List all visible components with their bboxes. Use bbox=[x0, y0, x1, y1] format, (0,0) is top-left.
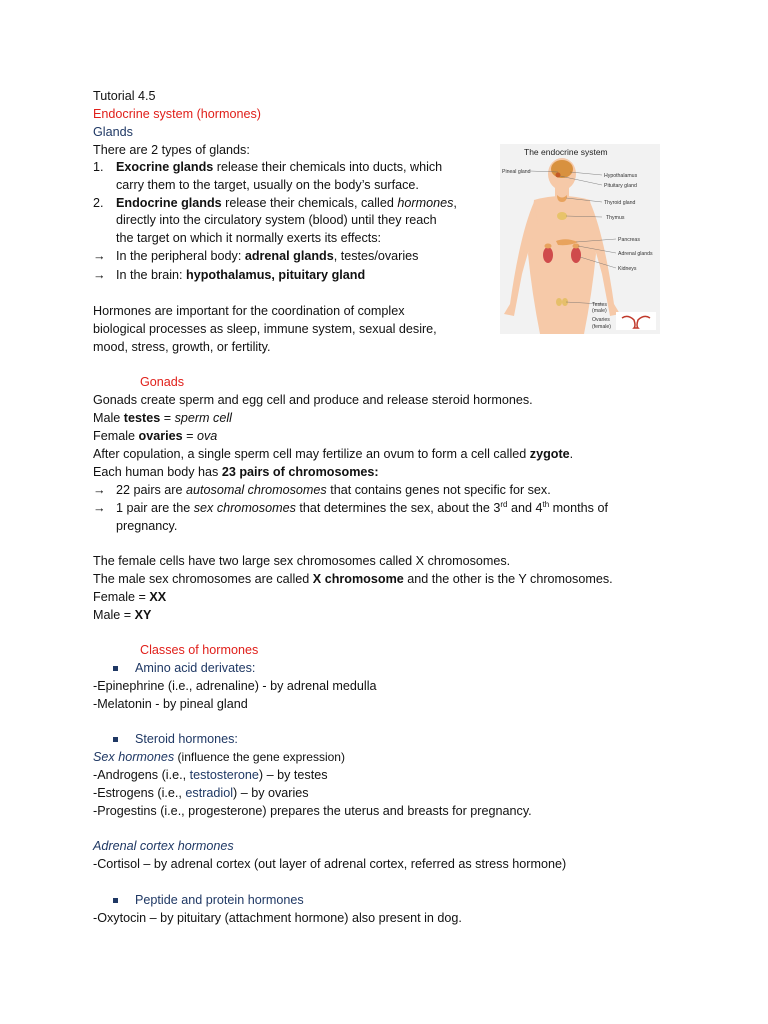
paragraph-line: Gonads create sperm and egg cell and produce and release steroid hormones. bbox=[93, 393, 533, 407]
text-span: Male bbox=[93, 411, 124, 425]
italic-term: sperm cell bbox=[174, 411, 232, 425]
thymus-shape bbox=[557, 212, 567, 220]
label-pancreas: Pancreas bbox=[618, 237, 640, 243]
kidney-left bbox=[543, 247, 553, 263]
italic-term: Sex hormones bbox=[93, 750, 175, 764]
bold-term: XY bbox=[134, 608, 152, 622]
pituitary-dot bbox=[556, 173, 561, 178]
adrenal-cortex-heading: Adrenal cortex hormones bbox=[93, 839, 234, 853]
label-pituitary: Pituitary gland bbox=[604, 183, 637, 189]
glands-intro: There are 2 types of glands: bbox=[93, 143, 250, 157]
label-testes: Testes bbox=[592, 302, 607, 308]
label-hypothalamus: Hypothalamus bbox=[604, 173, 638, 179]
text-span: Male = bbox=[93, 608, 135, 622]
square-bullet-icon bbox=[113, 737, 118, 742]
bold-term: testes bbox=[123, 411, 161, 425]
topic-heading: Endocrine system (hormones) bbox=[93, 107, 261, 121]
adrenal-left bbox=[545, 244, 552, 249]
zygote-line bbox=[93, 446, 573, 462]
paragraph-line: Hormones are important for the coordination of complex bbox=[93, 304, 405, 318]
x-chromosome-line bbox=[93, 571, 613, 587]
list-item-continuation: directly into the circulatory system (blood) until they reach bbox=[116, 213, 437, 227]
list-line: -Melatonin - by pineal gland bbox=[93, 697, 248, 711]
list-item-continuation: the target on which it normally exerts its effects: bbox=[116, 231, 382, 245]
italic-term: ova bbox=[196, 429, 218, 443]
list-item-exocrine bbox=[116, 159, 442, 175]
arrow-item-sex-chromosomes bbox=[116, 500, 608, 516]
square-bullet-icon bbox=[113, 898, 118, 903]
text-span: Female = bbox=[93, 590, 150, 604]
label-pineal: Pineal gland bbox=[502, 169, 531, 175]
arrow-item-brain bbox=[116, 267, 365, 283]
text-span: In the peripheral body: bbox=[116, 249, 245, 263]
text-span: = bbox=[182, 429, 197, 443]
italic-term: autosomal chromosomes bbox=[186, 483, 327, 497]
glands-heading: Glands bbox=[93, 125, 133, 139]
bold-term: adrenal glands bbox=[244, 249, 334, 263]
text-span: (influence the gene expression) bbox=[174, 750, 345, 764]
bold-term: zygote bbox=[529, 447, 570, 461]
list-item-continuation: carry them to the target, usually on the body’s surface. bbox=[116, 178, 419, 192]
paragraph-line: biological processes as sleep, immune system, sexual desire, bbox=[93, 322, 437, 336]
chromosome-pairs-line bbox=[93, 464, 379, 480]
label-female: (female) bbox=[592, 324, 612, 330]
paragraph-line: The female cells have two large sex chromosomes called X chromosomes. bbox=[93, 554, 511, 568]
label-ovaries: Ovaries bbox=[592, 317, 610, 323]
list-line: -Progestins (i.e., progesterone) prepares the uterus and breasts for pregnancy. bbox=[93, 804, 532, 818]
arrow-bullet-icon: → bbox=[93, 483, 106, 497]
bold-term: Endocrine glands bbox=[116, 196, 222, 210]
list-line: -Cortisol – by adrenal cortex (out layer of adrenal cortex, referred as stress hormone) bbox=[93, 857, 567, 871]
text-span: -Androgens (i.e., bbox=[93, 768, 190, 782]
text-span: -Estrogens (i.e., bbox=[93, 786, 186, 800]
text-span: that determines the sex, about the 3 bbox=[295, 501, 501, 515]
italic-term: hormones bbox=[397, 196, 454, 210]
text-span: After copulation, a single sperm cell may fertilize an ovum to form a cell called bbox=[93, 447, 530, 461]
arrow-item-autosomal bbox=[116, 482, 551, 498]
list-item-endocrine bbox=[116, 195, 457, 211]
female-ovaries-line bbox=[93, 428, 217, 444]
text-span: ) – by ovaries bbox=[233, 786, 309, 800]
list-number: 1. bbox=[93, 160, 104, 174]
bold-term: XX bbox=[149, 590, 167, 604]
testes-shape bbox=[556, 298, 562, 306]
arrow-bullet-icon: → bbox=[93, 249, 106, 263]
female-xx-line bbox=[93, 589, 166, 605]
text-span: 1 pair are the bbox=[116, 501, 194, 515]
classes-heading: Classes of hormones bbox=[140, 643, 259, 657]
arrow-bullet-icon: → bbox=[93, 501, 106, 515]
label-thymus: Thymus bbox=[606, 215, 625, 221]
label-thyroid: Thyroid gland bbox=[604, 200, 636, 206]
bold-term: Exocrine glands bbox=[116, 160, 214, 174]
male-xy-line bbox=[93, 607, 151, 623]
list-number: 2. bbox=[93, 196, 104, 210]
superscript: th bbox=[542, 499, 550, 509]
male-testes-line bbox=[93, 410, 232, 426]
sex-hormones-line bbox=[93, 749, 345, 765]
text-span: release their chemicals, called bbox=[221, 196, 398, 210]
label-adrenal: Adrenal glands bbox=[618, 251, 653, 257]
kidney-right bbox=[571, 247, 581, 263]
text-span: and the other is the Y chromosomes. bbox=[403, 572, 613, 586]
text-span: months of bbox=[549, 501, 608, 515]
list-line: -Oxytocin – by pituitary (attachment hormone) also present in dog. bbox=[93, 911, 462, 925]
text-span: ) – by testes bbox=[258, 768, 328, 782]
figure-title: The endocrine system bbox=[524, 147, 608, 157]
hormone-term: testosterone bbox=[189, 768, 259, 782]
endocrine-system-figure bbox=[500, 144, 660, 334]
arrow-bullet-icon: → bbox=[93, 268, 106, 282]
text-span: = bbox=[160, 411, 175, 425]
label-male: (male) bbox=[592, 308, 607, 314]
list-line: -Epinephrine (i.e., adrenaline) - by adrenal medulla bbox=[93, 679, 377, 693]
tutorial-title: Tutorial 4.5 bbox=[93, 89, 156, 103]
text-span: release their chemicals into ducts, which bbox=[213, 160, 443, 174]
estrogens-line bbox=[93, 785, 309, 801]
text-span: In the brain: bbox=[116, 268, 187, 282]
gonads-heading: Gonads bbox=[140, 375, 185, 389]
superscript: rd bbox=[500, 499, 508, 509]
peptide-heading: Peptide and protein hormones bbox=[135, 893, 304, 907]
androgens-line bbox=[93, 767, 328, 783]
text-span: that contains genes not specific for sex. bbox=[326, 483, 551, 497]
text-span: , bbox=[453, 196, 457, 210]
text-span: Each human body has bbox=[93, 465, 222, 479]
arrow-item-peripheral bbox=[116, 248, 418, 264]
label-kidneys: Kidneys bbox=[618, 266, 637, 272]
amino-heading: Amino acid derivates: bbox=[135, 661, 256, 675]
text-span: and 4 bbox=[507, 501, 543, 515]
italic-term: sex chromosomes bbox=[193, 501, 296, 515]
text-span: Female bbox=[93, 429, 139, 443]
text-span: . bbox=[569, 447, 574, 461]
bold-term: 23 pairs of chromosomes: bbox=[221, 465, 379, 479]
text-span: The male sex chromosomes are called bbox=[93, 572, 313, 586]
bold-term: ovaries bbox=[138, 429, 183, 443]
arrow-item-continuation: pregnancy. bbox=[116, 519, 178, 533]
bold-term: X chromosome bbox=[312, 572, 404, 586]
square-bullet-icon bbox=[113, 666, 118, 671]
paragraph-line: mood, stress, growth, or fertility. bbox=[93, 340, 271, 354]
hormone-term: estradiol bbox=[185, 786, 233, 800]
text-span: , testes/ovaries bbox=[333, 249, 419, 263]
bold-term: hypothalamus, pituitary gland bbox=[186, 268, 366, 282]
brain-shape bbox=[551, 160, 573, 178]
text-span: 22 pairs are bbox=[116, 483, 187, 497]
steroid-heading: Steroid hormones: bbox=[135, 732, 238, 746]
